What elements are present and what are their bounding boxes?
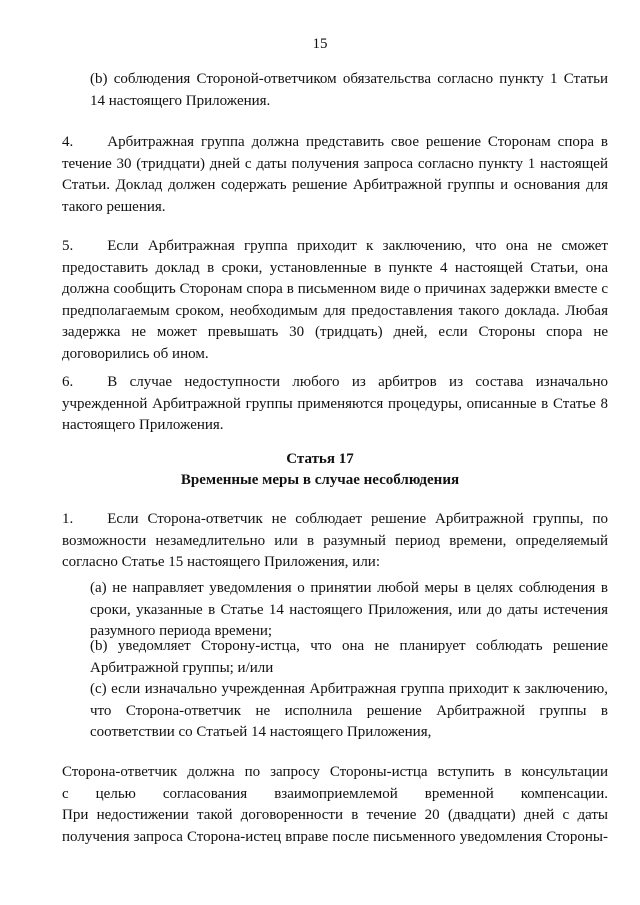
article-title: Временные меры в случае несоблюдения (180, 472, 460, 488)
paragraph-6-number: 6. (62, 374, 74, 390)
subitem-c: (c) если изначально учрежденная Арбитражная группа приходит к заключению, что Сторона-ответчик не исполнила решение Арбитражной группы в соответствии со Статьей 14 настоящего Приложения, (90, 681, 608, 740)
final-line-1: Сторона-ответчик должна по запросу Стороны-истца вступить в консультации (62, 764, 608, 780)
paragraph-5 (62, 236, 608, 365)
paragraph-4-number: 4. (62, 134, 74, 150)
final-paragraph (62, 762, 608, 848)
item-b-continuation: (b) соблюдения Стороной-ответчиком обязательства согласно пункту 1 Статьи 14 настоящего Приложения. (90, 71, 608, 109)
paragraph-4-text: Арбитражная группа должна представить свое решение Сторонам спора в течение 30 (тридцати) дней с даты получения запроса согласно пункту 1 настоящей Статьи. Доклад должен содержать решение Арбитражной группы и основания для такого решения. (62, 134, 608, 215)
final-line-3: При недостижении такой договоренности в течение 20 (двадцати) дней с даты (62, 807, 608, 823)
article-paragraph-1 (62, 509, 608, 574)
page-number: 15 (312, 36, 328, 52)
article-paragraph-1-number: 1. (62, 511, 74, 527)
subitem-a: (a) не направляет уведомления о принятии любой меры в целях соблюдения в сроки, указанные в Статье 14 настоящего Приложения, или до даты истечения разумного периода времени; (90, 580, 608, 639)
paragraph-4 (62, 132, 608, 218)
final-line-2: с целью согласования взаимоприемлемой временной компенсации. (62, 785, 608, 802)
article-paragraph-1-text: Если Сторона-ответчик не соблюдает решение Арбитражной группы, по возможности незамедлительно или в разумный период времени, определяемый согласно Статье 15 настоящего Приложения, или: (62, 511, 608, 570)
final-line-4: получения запроса Сторона-истец вправе после письменного уведомления Стороны- (62, 828, 608, 845)
paragraph-6-text: В случае недоступности любого из арбитров из состава изначально учрежденной Арбитражной группы применяются процедуры, описанные в Статье 8 настоящего Приложения. (62, 374, 608, 433)
subitem-b: (b) уведомляет Сторону-истца, что она не планирует соблюдать решение Арбитражной группы; и/или (90, 638, 608, 676)
paragraph-6 (62, 372, 608, 437)
article-number: Статья 17 (286, 451, 354, 467)
paragraph-5-text: Если Арбитражная группа приходит к заключению, что она не сможет предоставить доклад в сроки, установленные в пункте 4 настоящей Статьи, она должна сообщить Сторонам спора в письменном виде о причинах задержки вместе с предполагаемым сроком, необходимым для предоставления такого доклада. Любая задержка не может превышать 30 (тридцать) дней, если Стороны спора не договорились об ином. (62, 238, 608, 362)
paragraph-5-number: 5. (62, 238, 74, 254)
